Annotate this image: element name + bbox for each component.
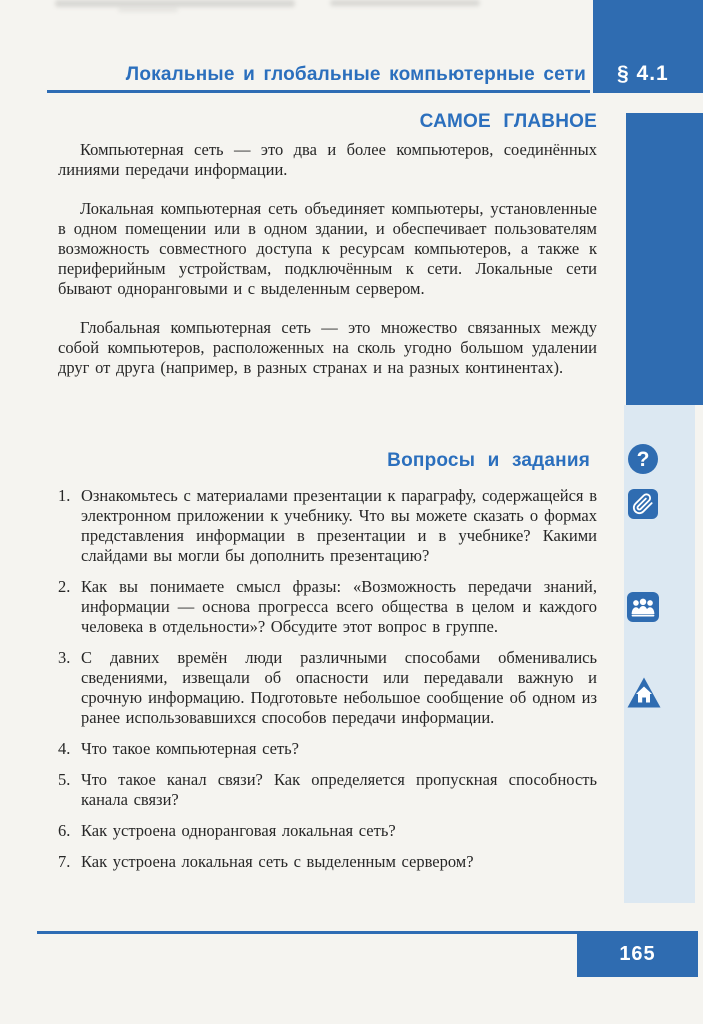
section-number-block <box>593 0 703 93</box>
question-number: 7. <box>58 852 71 871</box>
question-item <box>58 486 597 566</box>
question-text: Как устроена локальная сеть с выделенным сервером? <box>81 852 474 871</box>
question-text: Что такое компьютерная сеть? <box>81 739 299 758</box>
scan-artifact <box>55 0 295 7</box>
question-item <box>58 648 597 728</box>
question-text: Что такое канал связи? Как определяется пропускная способность канала связи? <box>81 770 597 809</box>
section-number: § 4.1 <box>617 62 669 85</box>
question-number: 1. <box>58 486 71 505</box>
group-work-icon <box>627 592 659 622</box>
question-text: Как устроена одноранговая локальная сеть? <box>81 821 396 840</box>
question-item <box>58 821 597 841</box>
question-item <box>58 770 597 810</box>
margin-bar <box>626 113 703 405</box>
home-assignment-icon <box>626 676 662 709</box>
question-item <box>58 577 597 637</box>
main-text <box>58 140 597 397</box>
question-text: Как вы понимаете смысл фразы: «Возможность передачи знаний, информации — основа прогресса всего общества в целом и каждого человека в отдельности»? Обсудите этот вопрос в группе. <box>81 577 597 636</box>
paragraph: Компьютерная сеть — это два и более компьютеров, соединённых линиями передачи информации. <box>58 140 597 179</box>
question-number: 3. <box>58 648 71 667</box>
question-glyph: ? <box>636 447 650 471</box>
main-section-heading: САМОЕ ГЛАВНОЕ <box>419 111 597 132</box>
question-item <box>58 739 597 759</box>
page-number: 165 <box>619 942 656 965</box>
margin-strip <box>624 405 695 903</box>
scan-artifact <box>330 0 480 6</box>
questions-section-heading: Вопросы и задания <box>387 450 590 471</box>
question-number: 5. <box>58 770 71 789</box>
question-text: Ознакомьтесь с материалами презентации к параграфу, содержащейся в электронном приложении к учебнику. Что вы можете сказать о формах представления информации в презентации и в учебнике? Какими слайдами вы могли бы дополнить презентацию? <box>81 486 597 565</box>
question-number: 6. <box>58 821 71 840</box>
paperclip-icon <box>628 489 658 519</box>
chapter-title: Локальные и глобальные компьютерные сети <box>125 64 586 85</box>
paragraph: Локальная компьютерная сеть объединяет компьютеры, установленные в одном помещении или в одном здании, и обеспечивает пользователям возможность совместного доступа к ресурсам компьютеров, а также к периферийным устройствам, подключённым к сети. Локальные сети бывают одноранговыми и с выделенным сервером. <box>58 199 597 298</box>
question-number: 2. <box>58 577 71 596</box>
question-number: 4. <box>58 739 71 758</box>
header-divider <box>47 90 590 93</box>
question-icon <box>628 444 658 474</box>
question-text: С давних времён люди различными способами обменивались сведениями, извещали об опасности или передавали важную и срочную информацию. Подготовьте небольшое сообщение об одном из ранее использовавшихся способов передачи информации. <box>81 648 597 727</box>
page-number-block <box>577 931 698 977</box>
question-item <box>58 852 597 872</box>
scan-artifact <box>118 8 178 12</box>
questions-list <box>58 486 597 883</box>
paragraph: Глобальная компьютерная сеть — это множество связанных между собой компьютеров, расположенных на сколь угодно большом удалении друг от друга (например, в разных странах и на разных континентах). <box>58 318 597 377</box>
footer-divider <box>37 931 577 934</box>
